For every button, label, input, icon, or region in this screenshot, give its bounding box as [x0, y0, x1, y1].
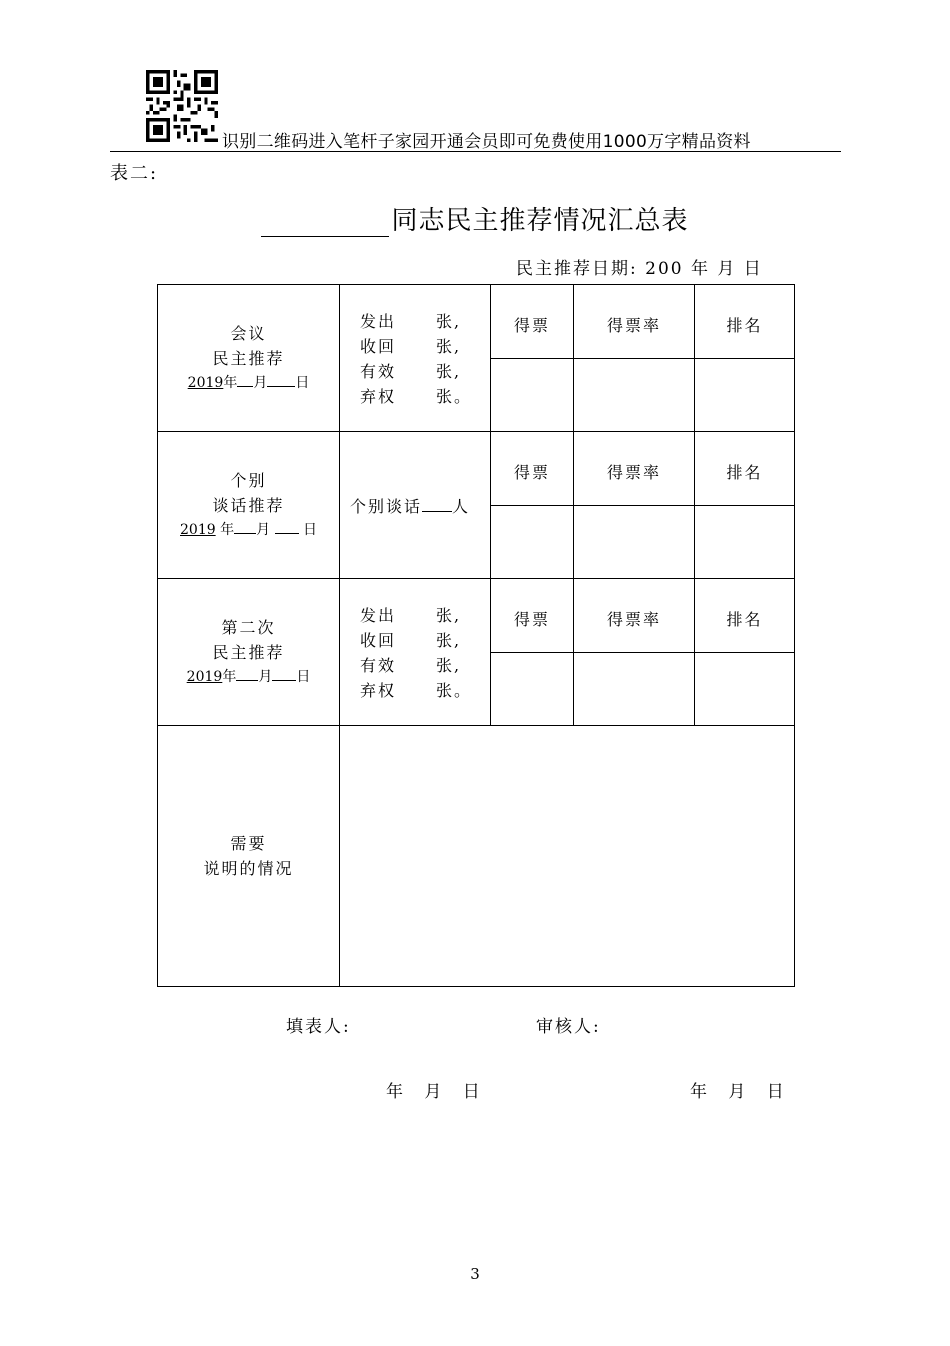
individual-line1: 个别 — [230, 470, 267, 490]
column-header-score: 得票 — [491, 432, 574, 506]
individual-talk-count — [340, 432, 491, 579]
ballot-unit: 张, — [436, 312, 462, 331]
ballot-unit: 张, — [436, 362, 462, 381]
ballot-unit: 张, — [436, 337, 462, 356]
second-section-label — [158, 579, 340, 726]
column-header-rate: 得票率 — [574, 579, 695, 653]
second-year: 2019 — [186, 668, 223, 685]
meeting-ballots — [340, 285, 491, 432]
rate-cell[interactable] — [574, 506, 695, 579]
ballot-abstain-label: 弃权 — [360, 681, 397, 700]
year-suffix: 年 — [220, 521, 235, 538]
meeting-date — [158, 371, 339, 396]
table-row — [158, 285, 795, 359]
title-text: 同志民主推荐情况汇总表 — [391, 206, 689, 236]
second-line2: 民主推荐 — [212, 642, 285, 662]
talk-count-blank[interactable] — [422, 497, 452, 512]
header-divider — [110, 151, 841, 152]
ballot-issued-label: 发出 — [360, 312, 397, 331]
individual-year: 2019 — [180, 521, 216, 538]
ballot-unit: 张, — [436, 631, 462, 650]
ballot-returned-label: 收回 — [360, 631, 397, 650]
rank-cell[interactable] — [695, 359, 795, 432]
header-banner-text: 识别二维码进入笔杆子家园开通会员即可免费使用1000万字精品资料 — [222, 132, 751, 152]
day-blank[interactable] — [272, 666, 296, 681]
page-title — [0, 200, 950, 237]
day-suffix: 日 — [295, 374, 310, 391]
score-cell[interactable] — [491, 506, 574, 579]
rank-cell[interactable] — [695, 506, 795, 579]
table-row — [158, 726, 795, 987]
meeting-section-label — [158, 285, 340, 432]
ballot-unit: 张。 — [436, 387, 473, 406]
recommend-date: 民主推荐日期: 200 年 月 日 — [516, 259, 763, 279]
second-ballots — [340, 579, 491, 726]
summary-table — [157, 284, 795, 987]
column-header-rank: 排名 — [695, 432, 795, 506]
day-blank[interactable] — [267, 372, 295, 387]
column-header-score: 得票 — [491, 579, 574, 653]
month-blank[interactable] — [236, 666, 258, 681]
column-header-rate: 得票率 — [574, 285, 695, 359]
reviewer-label: 审核人: — [536, 1017, 601, 1037]
table-label: 表二: — [110, 163, 159, 184]
day-blank[interactable] — [275, 519, 299, 534]
month-suffix: 月 — [256, 521, 271, 538]
talk-suffix: 人 — [452, 496, 471, 516]
name-blank[interactable] — [261, 206, 389, 237]
notes-section-label — [158, 726, 340, 987]
second-line1: 第二次 — [221, 617, 276, 637]
filler-date: 年 月 日 — [386, 1082, 480, 1102]
reviewer-date: 年 月 日 — [690, 1082, 784, 1102]
individual-line2: 谈话推荐 — [212, 495, 285, 515]
meeting-line1: 会议 — [230, 323, 267, 343]
second-date — [158, 665, 339, 690]
year-suffix: 年 — [223, 374, 238, 391]
table-row — [158, 579, 795, 653]
ballot-valid-label: 有效 — [360, 656, 397, 675]
month-blank[interactable] — [237, 372, 253, 387]
day-suffix: 日 — [296, 668, 311, 685]
ballot-unit: 张, — [436, 656, 462, 675]
column-header-rank: 排名 — [695, 579, 795, 653]
rank-cell[interactable] — [695, 653, 795, 726]
ballot-returned-label: 收回 — [360, 337, 397, 356]
column-header-rate: 得票率 — [574, 432, 695, 506]
talk-prefix: 个别谈话 — [350, 496, 423, 516]
page-number: 3 — [470, 1265, 480, 1283]
qr-code-icon — [146, 70, 218, 142]
meeting-year: 2019 — [187, 374, 224, 391]
ballot-unit: 张, — [436, 606, 462, 625]
notes-line2: 说明的情况 — [203, 859, 294, 878]
filler-label: 填表人: — [286, 1017, 351, 1037]
ballot-abstain-label: 弃权 — [360, 387, 397, 406]
ballot-valid-label: 有效 — [360, 362, 397, 381]
table-row — [158, 432, 795, 506]
column-header-score: 得票 — [491, 285, 574, 359]
individual-section-label — [158, 432, 340, 579]
year-suffix: 年 — [222, 668, 237, 685]
day-suffix: 日 — [303, 521, 317, 538]
month-suffix: 月 — [253, 374, 268, 391]
ballot-unit: 张。 — [436, 681, 473, 700]
month-suffix: 月 — [258, 668, 273, 685]
notes-line1: 需要 — [230, 834, 267, 853]
ballot-issued-label: 发出 — [360, 606, 397, 625]
individual-date — [158, 518, 339, 543]
rate-cell[interactable] — [574, 653, 695, 726]
meeting-line2: 民主推荐 — [212, 348, 285, 368]
score-cell[interactable] — [491, 359, 574, 432]
notes-content-cell[interactable] — [340, 726, 795, 987]
month-blank[interactable] — [234, 519, 256, 534]
rate-cell[interactable] — [574, 359, 695, 432]
score-cell[interactable] — [491, 653, 574, 726]
column-header-rank: 排名 — [695, 285, 795, 359]
